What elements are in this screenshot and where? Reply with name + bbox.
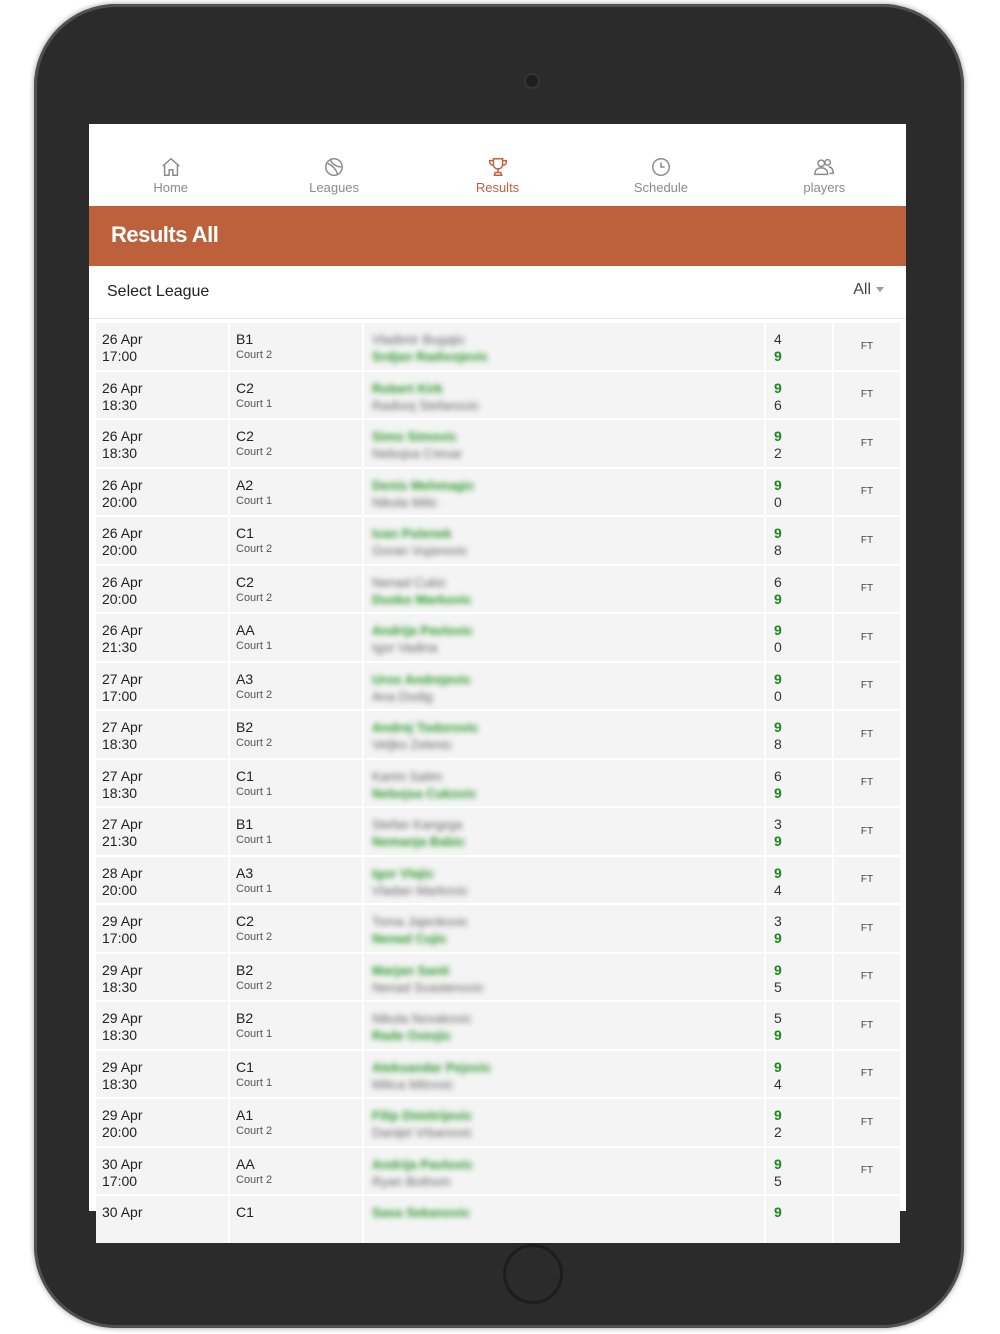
player-two[interactable]: Milica Mitrovic — [372, 1076, 454, 1092]
match-date: 27 Apr — [102, 670, 143, 687]
match-players — [364, 1002, 766, 1049]
match-status: FT — [834, 711, 900, 758]
nav-leagues[interactable] — [252, 124, 415, 206]
home-icon — [160, 156, 182, 178]
match-league — [230, 372, 364, 419]
users-icon — [813, 156, 835, 178]
match-date: 26 Apr — [102, 525, 143, 541]
match-players — [364, 323, 766, 370]
court-label: Court 2 — [236, 931, 273, 943]
player-two[interactable]: Nenad Svastenovic — [372, 979, 485, 995]
match-datetime — [96, 857, 230, 904]
table-row[interactable] — [96, 808, 900, 855]
match-time: 18:30 — [102, 445, 138, 461]
match-datetime — [96, 469, 230, 516]
court-label: Court 2 — [236, 1173, 273, 1186]
table-row[interactable] — [96, 954, 900, 1001]
nav-schedule-label: Schedule — [633, 180, 689, 195]
league-name: C1 — [236, 1204, 254, 1220]
score-two: 0 — [774, 687, 782, 704]
court-label: Court 2 — [236, 979, 273, 992]
league-name: C2 — [236, 913, 254, 929]
player-two[interactable]: Vladan Markovic — [372, 882, 469, 898]
score-two: 9 — [774, 833, 782, 849]
court-label: Court 1 — [236, 785, 273, 798]
league-select-value: All — [853, 281, 871, 298]
table-row[interactable] — [96, 469, 900, 516]
app-screen — [89, 124, 906, 1220]
score-one: 9 — [774, 864, 782, 881]
match-league — [230, 1099, 364, 1146]
nav-results-label: Results — [475, 180, 520, 195]
match-datetime — [96, 1196, 230, 1243]
match-score — [766, 1002, 834, 1049]
player-one[interactable]: Ivan Polenek — [372, 526, 452, 541]
match-date: 27 Apr — [102, 816, 143, 832]
match-players — [364, 372, 766, 419]
player-two[interactable]: Ryan Bothom — [372, 1173, 451, 1189]
match-date: 26 Apr — [102, 476, 143, 493]
score-one: 3 — [774, 816, 782, 832]
match-time: 18:30 — [102, 978, 138, 995]
league-name: AA — [236, 622, 255, 638]
match-players — [364, 614, 766, 661]
match-score — [766, 663, 834, 710]
score-two: 9 — [774, 1027, 782, 1043]
match-players — [364, 1051, 766, 1098]
match-time: 20:00 — [102, 590, 138, 607]
match-score — [766, 323, 834, 370]
league-name: C1 — [236, 767, 254, 784]
match-league — [230, 857, 364, 904]
match-status: FT — [834, 372, 900, 419]
court-label: Court 2 — [236, 543, 273, 555]
court-label: Court 1 — [236, 1028, 273, 1040]
player-one[interactable]: Aleksandar Pejovic — [372, 1059, 492, 1075]
league-name: C1 — [236, 525, 254, 541]
match-datetime — [96, 614, 230, 661]
match-date: 30 Apr — [102, 1204, 143, 1220]
score-one: 9 — [774, 476, 782, 493]
player-two[interactable]: Ana Dodig — [372, 688, 433, 704]
nav-players-label: players — [803, 180, 846, 195]
match-players — [364, 905, 766, 952]
match-datetime — [96, 323, 230, 370]
score-two: 2 — [774, 445, 782, 461]
player-one[interactable]: Igor Vlajic — [372, 865, 435, 881]
player-one[interactable]: Andrej Todorovic — [372, 720, 479, 735]
score-two: 0 — [774, 493, 782, 510]
match-time: 21:30 — [102, 639, 138, 655]
match-datetime — [96, 372, 230, 419]
court-label: Court 1 — [236, 1076, 273, 1089]
match-score — [766, 420, 834, 467]
match-datetime — [96, 760, 230, 807]
camera — [524, 73, 540, 89]
score-one: 9 — [774, 1058, 782, 1075]
court-label: Court 2 — [236, 446, 273, 458]
court-label: Court 1 — [236, 640, 273, 652]
table-row[interactable] — [96, 517, 900, 564]
table-row[interactable] — [96, 372, 900, 419]
court-label: Court 2 — [236, 1125, 273, 1137]
table-row[interactable] — [96, 1099, 900, 1146]
match-date: 26 Apr — [102, 428, 143, 444]
match-time: 18:30 — [102, 784, 138, 801]
match-time: 20:00 — [102, 542, 138, 558]
match-score — [766, 372, 834, 419]
table-row[interactable] — [96, 760, 900, 807]
score-two: 9 — [774, 784, 782, 801]
match-league — [230, 1196, 364, 1243]
match-datetime — [96, 711, 230, 758]
score-two: 9 — [774, 930, 782, 946]
match-score — [766, 1148, 834, 1195]
player-two[interactable]: Srdjan Radivojevic — [372, 349, 489, 364]
nav-results[interactable] — [416, 124, 579, 206]
player-two[interactable]: Nikola Milic — [372, 494, 438, 510]
score-one: 9 — [774, 379, 782, 396]
player-two[interactable]: Danijel Vrbanovic — [372, 1125, 473, 1140]
match-league — [230, 663, 364, 710]
score-one: 9 — [774, 961, 782, 978]
player-one[interactable]: Simo Simovic — [372, 429, 458, 444]
score-two: 8 — [774, 736, 782, 752]
player-one[interactable]: Vladimir Bugajic — [372, 332, 466, 347]
match-league — [230, 323, 364, 370]
match-status: FT — [834, 1099, 900, 1146]
player-two[interactable]: Veljko Zelenic — [372, 737, 453, 752]
player-two[interactable]: Dusko Markovic — [372, 591, 472, 607]
match-time: 18:30 — [102, 1027, 138, 1043]
player-one[interactable]: Toma Jajenkovic — [372, 914, 469, 929]
table-row[interactable] — [96, 1051, 900, 1098]
match-status — [834, 1196, 900, 1243]
match-time: 17:00 — [102, 348, 138, 364]
table-row[interactable] — [96, 420, 900, 467]
home-hardware-button[interactable] — [503, 1244, 563, 1304]
bottom-nav — [89, 124, 906, 206]
match-score — [766, 954, 834, 1001]
player-two[interactable]: Nebojsa Cukovic — [372, 785, 477, 801]
match-status: FT — [834, 857, 900, 904]
table-row[interactable] — [96, 663, 900, 710]
match-date: 29 Apr — [102, 913, 143, 929]
match-score — [766, 469, 834, 516]
court-label: Court 2 — [236, 737, 273, 749]
match-time: 18:30 — [102, 396, 138, 413]
league-name: A2 — [236, 476, 254, 493]
nav-players[interactable] — [743, 124, 906, 206]
player-one[interactable]: Nenad Cukic — [372, 574, 447, 590]
match-time: 18:30 — [102, 736, 138, 752]
nav-schedule[interactable] — [579, 124, 742, 206]
court-label: Court 1 — [236, 494, 273, 507]
table-row[interactable] — [96, 323, 900, 370]
match-datetime — [96, 905, 230, 952]
match-score — [766, 857, 834, 904]
league-name: A3 — [236, 670, 254, 687]
court-label: Court 2 — [236, 349, 273, 361]
chevron-down-icon — [876, 287, 884, 292]
match-score — [766, 566, 834, 613]
league-name: B2 — [236, 719, 254, 735]
score-one: 9 — [774, 670, 782, 687]
match-time: 17:00 — [102, 1172, 138, 1189]
match-date: 29 Apr — [102, 1010, 143, 1026]
player-one[interactable]: Uros Andrejevic — [372, 671, 472, 687]
league-name: B1 — [236, 331, 254, 347]
player-one[interactable]: Nikola Novakovic — [372, 1011, 472, 1026]
match-players — [364, 1099, 766, 1146]
player-one[interactable]: Sasa Sekanovic — [372, 1205, 471, 1220]
match-status: FT — [834, 808, 900, 855]
score-one: 9 — [774, 719, 782, 735]
league-name: C2 — [236, 379, 254, 396]
score-one: 9 — [774, 1107, 782, 1123]
match-status: FT — [834, 323, 900, 370]
score-two: 0 — [774, 639, 782, 655]
player-two[interactable]: Igor Vadina — [372, 640, 438, 655]
league-name: C1 — [236, 1058, 254, 1075]
match-date: 27 Apr — [102, 767, 143, 784]
select-league-label: Select League — [107, 283, 210, 300]
player-one[interactable]: Denis Mehmagic — [372, 477, 475, 493]
match-status: FT — [834, 1051, 900, 1098]
match-date: 29 Apr — [102, 1107, 143, 1123]
results-table — [96, 323, 900, 1245]
score-one: 6 — [774, 573, 782, 590]
league-select[interactable] — [853, 281, 884, 299]
page-header — [89, 206, 906, 266]
score-two: 4 — [774, 1075, 782, 1092]
match-players — [364, 760, 766, 807]
match-status: FT — [834, 954, 900, 1001]
match-date: 26 Apr — [102, 622, 143, 638]
match-league — [230, 1051, 364, 1098]
match-league — [230, 711, 364, 758]
match-status: FT — [834, 517, 900, 564]
match-time: 18:30 — [102, 1075, 138, 1092]
league-name: A1 — [236, 1107, 254, 1123]
nav-home-label: Home — [153, 180, 189, 195]
match-players — [364, 1196, 766, 1243]
match-league — [230, 517, 364, 564]
match-datetime — [96, 663, 230, 710]
player-one[interactable]: Karim Salim — [372, 768, 443, 784]
match-score — [766, 711, 834, 758]
match-status: FT — [834, 905, 900, 952]
player-two[interactable]: Nebojsa Crevar — [372, 446, 463, 461]
match-league — [230, 954, 364, 1001]
score-one: 9 — [774, 1155, 782, 1172]
league-name: B1 — [236, 816, 254, 832]
player-one[interactable]: Filip Dimitrijevic — [372, 1108, 473, 1123]
player-one[interactable]: Andrija Pavlovic — [372, 1156, 474, 1172]
match-date: 26 Apr — [102, 379, 143, 396]
player-two[interactable]: Goran Vujanovic — [372, 543, 468, 558]
match-datetime — [96, 1051, 230, 1098]
clock-icon — [650, 156, 672, 178]
page-title: Results All — [111, 222, 219, 247]
match-league — [230, 469, 364, 516]
match-score — [766, 808, 834, 855]
match-score — [766, 614, 834, 661]
trophy-icon — [487, 156, 509, 178]
player-one[interactable]: Andrija Pavlovic — [372, 623, 474, 638]
match-league — [230, 905, 364, 952]
match-datetime — [96, 1099, 230, 1146]
match-status: FT — [834, 663, 900, 710]
match-score — [766, 760, 834, 807]
league-name: B2 — [236, 1010, 254, 1026]
player-two[interactable]: Nenad Cujic — [372, 931, 448, 946]
match-players — [364, 517, 766, 564]
score-two: 6 — [774, 396, 782, 413]
match-status: FT — [834, 1002, 900, 1049]
match-players — [364, 808, 766, 855]
match-players — [364, 954, 766, 1001]
league-name: AA — [236, 1155, 255, 1172]
match-datetime — [96, 517, 230, 564]
match-datetime — [96, 1002, 230, 1049]
match-score — [766, 1196, 834, 1243]
player-two[interactable]: Nemanja Babic — [372, 834, 466, 849]
score-two: 8 — [774, 542, 782, 558]
match-time: 20:00 — [102, 881, 138, 898]
player-one[interactable]: Robert Kirk — [372, 380, 443, 396]
match-time: 20:00 — [102, 493, 138, 510]
player-two[interactable]: Radivoj Stefanovic — [372, 397, 480, 413]
match-datetime — [96, 566, 230, 613]
match-league — [230, 420, 364, 467]
court-label: Court 1 — [236, 397, 273, 410]
match-league — [230, 808, 364, 855]
match-players — [364, 469, 766, 516]
score-one: 9 — [774, 428, 782, 444]
match-datetime — [96, 954, 230, 1001]
match-date: 28 Apr — [102, 864, 143, 881]
score-one: 6 — [774, 767, 782, 784]
court-label: Court 2 — [236, 688, 273, 701]
score-two: 9 — [774, 348, 782, 364]
table-row[interactable] — [96, 566, 900, 613]
league-name: A3 — [236, 864, 254, 881]
nav-leagues-label: Leagues — [309, 180, 360, 195]
match-date: 26 Apr — [102, 573, 143, 590]
score-one: 9 — [774, 622, 782, 638]
match-players — [364, 420, 766, 467]
match-time: 20:00 — [102, 1124, 138, 1140]
match-players — [364, 566, 766, 613]
score-two: 2 — [774, 1124, 782, 1140]
match-players — [364, 711, 766, 758]
match-status: FT — [834, 420, 900, 467]
league-name: C2 — [236, 573, 254, 590]
match-date: 26 Apr — [102, 331, 143, 347]
player-one[interactable]: Marjan Santi — [372, 962, 450, 978]
league-name: B2 — [236, 961, 254, 978]
match-league — [230, 1148, 364, 1195]
match-date: 29 Apr — [102, 1058, 143, 1075]
league-filter-row — [89, 266, 906, 319]
court-label: Court 1 — [236, 882, 273, 895]
league-name: C2 — [236, 428, 254, 444]
match-score — [766, 517, 834, 564]
match-status: FT — [834, 760, 900, 807]
match-time: 17:00 — [102, 687, 138, 704]
score-two: 9 — [774, 590, 782, 607]
table-row[interactable] — [96, 1196, 900, 1243]
match-date: 30 Apr — [102, 1155, 143, 1172]
court-label: Court 1 — [236, 834, 273, 846]
ball-icon — [323, 156, 345, 178]
match-score — [766, 905, 834, 952]
score-one: 3 — [774, 913, 782, 929]
match-date: 27 Apr — [102, 719, 143, 735]
score-two: 5 — [774, 1172, 782, 1189]
match-score — [766, 1099, 834, 1146]
match-players — [364, 1148, 766, 1195]
score-one: 9 — [774, 1204, 782, 1220]
table-row[interactable] — [96, 1148, 900, 1195]
match-score — [766, 1051, 834, 1098]
table-row[interactable] — [96, 857, 900, 904]
match-time: 21:30 — [102, 833, 138, 849]
match-league — [230, 760, 364, 807]
table-row[interactable] — [96, 905, 900, 952]
match-datetime — [96, 808, 230, 855]
match-league — [230, 1002, 364, 1049]
match-league — [230, 614, 364, 661]
court-label: Court 2 — [236, 591, 273, 604]
table-row[interactable] — [96, 614, 900, 661]
match-date: 29 Apr — [102, 961, 143, 978]
match-status: FT — [834, 614, 900, 661]
match-datetime — [96, 1148, 230, 1195]
match-time: 17:00 — [102, 930, 138, 946]
score-one: 4 — [774, 331, 782, 347]
score-one: 9 — [774, 525, 782, 541]
score-one: 5 — [774, 1010, 782, 1026]
match-players — [364, 663, 766, 710]
match-status: FT — [834, 566, 900, 613]
player-two[interactable]: Rade Ostojic — [372, 1028, 452, 1043]
table-row[interactable] — [96, 1002, 900, 1049]
player-one[interactable]: Stefan Kangrga — [372, 817, 463, 832]
score-two: 5 — [774, 978, 782, 995]
score-two: 4 — [774, 881, 782, 898]
match-status: FT — [834, 1148, 900, 1195]
match-datetime — [96, 420, 230, 467]
match-league — [230, 566, 364, 613]
match-players — [364, 857, 766, 904]
table-row[interactable] — [96, 711, 900, 758]
nav-home[interactable] — [89, 124, 252, 206]
match-status: FT — [834, 469, 900, 516]
